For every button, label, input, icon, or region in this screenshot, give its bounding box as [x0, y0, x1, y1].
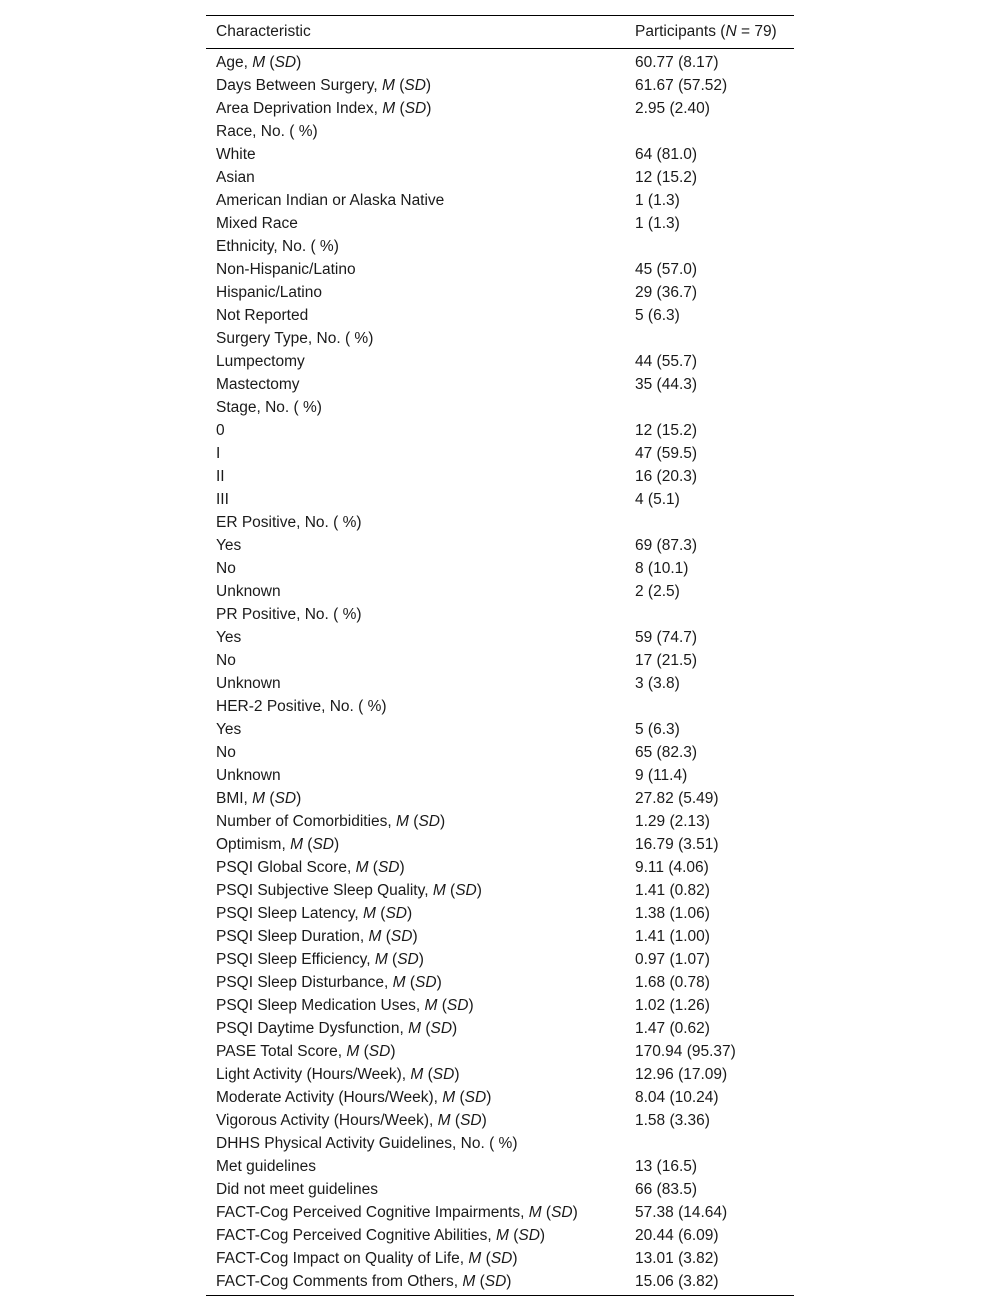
characteristic-cell: [206, 212, 625, 235]
stat-sd-symbol: SD: [274, 54, 297, 71]
table-row: [206, 166, 794, 189]
characteristic-label: ER Positive, No. ( %): [216, 514, 362, 531]
table-row: [206, 120, 794, 143]
header-participants-n: N: [725, 23, 737, 40]
table-row: [206, 626, 794, 649]
stat-sd-symbol: SD: [460, 1112, 482, 1129]
characteristic-cell: [206, 511, 625, 534]
table-row: [206, 442, 794, 465]
table-row: [206, 1270, 794, 1296]
table-row: [206, 833, 794, 856]
characteristic-cell: [206, 1132, 625, 1155]
stat-mean-symbol: M: [363, 905, 376, 922]
characteristic-cell: [206, 580, 625, 603]
table-row: [206, 948, 794, 971]
participants-value: 3 (3.8): [635, 675, 680, 692]
table-row: [206, 74, 794, 97]
stat-sd-symbol: SD: [430, 1020, 453, 1037]
participants-value: 65 (82.3): [635, 744, 698, 761]
table-row: [206, 856, 794, 879]
table-header: [206, 16, 794, 49]
table-row: [206, 1017, 794, 1040]
characteristic-label: Yes: [216, 721, 242, 738]
characteristic-label: No: [216, 744, 236, 761]
characteristic-cell: [206, 281, 625, 304]
participants-value: 1 (1.3): [635, 215, 680, 232]
stat-sd-symbol: SD: [404, 77, 426, 94]
characteristic-cell: [206, 695, 625, 718]
characteristic-cell: PSQI Global Score, M (SD): [216, 859, 405, 876]
table-row: [206, 1109, 794, 1132]
stat-sd-symbol: SD: [404, 100, 427, 117]
characteristic-cell: Light Activity (Hours/Week), M (SD): [216, 1066, 460, 1083]
characteristic-label: III: [216, 491, 229, 508]
table-row: [206, 1178, 794, 1201]
characteristic-label: Unknown: [216, 767, 281, 784]
characteristic-cell: [206, 741, 625, 764]
characteristic-cell: PSQI Sleep Efficiency, M (SD): [216, 951, 424, 968]
characteristic-label: PSQI Sleep Efficiency,: [216, 951, 375, 968]
characteristic-cell: [206, 258, 625, 281]
participants-value: 2 (2.5): [635, 583, 680, 600]
characteristic-label: FACT-Cog Impact on Quality of Life,: [216, 1250, 469, 1267]
characteristic-label: PSQI Daytime Dysfunction,: [216, 1020, 409, 1037]
characteristic-label: 0: [216, 422, 225, 439]
table-row: [206, 649, 794, 672]
characteristic-label: Asian: [216, 169, 255, 186]
table-row: [206, 511, 794, 534]
characteristic-label: Age,: [216, 54, 253, 71]
characteristic-label: Mixed Race: [216, 215, 298, 232]
characteristic-cell: FACT-Cog Perceived Cognitive Abilities, M (SD): [216, 1227, 546, 1244]
characteristic-cell: [206, 327, 625, 350]
participants-value: 16 (20.3): [635, 468, 698, 485]
stat-mean-symbol: M: [408, 1020, 422, 1037]
participants-value: 8.04 (10.24): [635, 1089, 719, 1106]
table-row: [206, 1063, 794, 1086]
characteristic-cell: FACT-Cog Impact on Quality of Life, M (SD): [216, 1250, 518, 1267]
participants-value: [625, 235, 794, 258]
characteristic-cell: PSQI Subjective Sleep Quality, M (SD): [216, 882, 482, 899]
header-characteristic: Characteristic: [206, 16, 625, 49]
stat-sd-symbol: SD: [484, 1273, 507, 1290]
participants-value: 66 (83.5): [635, 1181, 698, 1198]
table-row: [206, 212, 794, 235]
table-body: [206, 49, 794, 1296]
characteristic-label: No: [216, 652, 236, 669]
stat-sd-symbol: SD: [397, 951, 419, 968]
participants-value: 29 (36.7): [635, 284, 698, 301]
characteristic-cell: [206, 120, 625, 143]
characteristic-label: Optimism,: [216, 836, 291, 853]
participants-value: 47 (59.5): [635, 445, 698, 462]
table-row: [206, 879, 794, 902]
characteristic-cell: PSQI Sleep Latency, M (SD): [216, 905, 413, 922]
header-participants-prefix: Participants (: [635, 23, 726, 40]
participants-value: 1.38 (1.06): [635, 905, 710, 922]
characteristic-label: Yes: [216, 629, 242, 646]
table-row: [206, 258, 794, 281]
table-row: [206, 465, 794, 488]
stat-sd-symbol: SD: [377, 859, 400, 876]
characteristic-label: DHHS Physical Activity Guidelines, No. ( %): [216, 1135, 518, 1152]
characteristic-label: Did not meet guidelines: [216, 1181, 378, 1198]
table-row: [206, 189, 794, 212]
stat-mean-symbol: M: [290, 836, 303, 853]
participants-value: 9.11 (4.06): [635, 859, 709, 876]
participants-value: 57.38 (14.64): [635, 1204, 728, 1221]
participants-value: [625, 695, 794, 718]
stat-sd-symbol: SD: [368, 1043, 391, 1060]
table-row: [206, 1132, 794, 1155]
table-row: [206, 327, 794, 350]
characteristic-label: White: [216, 146, 256, 163]
characteristic-label: Vigorous Activity (Hours/Week),: [216, 1112, 438, 1129]
characteristics-table-container: [206, 15, 794, 1296]
stat-mean-symbol: M: [374, 951, 388, 968]
participants-value: 35 (44.3): [635, 376, 698, 393]
participants-value: 44 (55.7): [635, 353, 698, 370]
characteristic-label: PSQI Sleep Latency,: [216, 905, 364, 922]
characteristic-label: Unknown: [216, 675, 281, 692]
header-participants: [625, 16, 794, 49]
participants-value: 1.41 (0.82): [635, 882, 710, 899]
participants-value: 60.77 (8.17): [635, 54, 719, 71]
characteristic-cell: [206, 465, 625, 488]
characteristic-label: No: [216, 560, 236, 577]
characteristic-cell: [206, 143, 625, 166]
characteristic-cell: [206, 419, 625, 442]
participants-value: 1.58 (3.36): [635, 1112, 710, 1129]
stat-sd-symbol: SD: [464, 1089, 487, 1106]
participants-value: 17 (21.5): [635, 652, 698, 669]
table-row: [206, 373, 794, 396]
stat-sd-symbol: SD: [551, 1204, 573, 1221]
table-row: [206, 97, 794, 120]
characteristic-cell: Days Between Surgery, M (SD): [216, 77, 432, 94]
table-row: [206, 557, 794, 580]
characteristic-label: Stage, No. ( %): [216, 399, 322, 416]
table-row: [206, 1201, 794, 1224]
participants-value: 13.01 (3.82): [635, 1250, 719, 1267]
table-row: [206, 1247, 794, 1270]
participants-value: 2.95 (2.40): [635, 100, 710, 117]
table-row: [206, 396, 794, 419]
participants-value: 69 (87.3): [635, 537, 698, 554]
stat-mean-symbol: M: [410, 1066, 424, 1083]
characteristic-label: BMI,: [216, 790, 253, 807]
table-row: [206, 235, 794, 258]
characteristic-cell: [206, 626, 625, 649]
participants-value: 13 (16.5): [635, 1158, 698, 1175]
stat-sd-symbol: SD: [446, 997, 469, 1014]
participants-value: 59 (74.7): [635, 629, 698, 646]
characteristic-cell: [206, 350, 625, 373]
participants-value: 9 (11.4): [635, 767, 688, 784]
characteristic-cell: Age, M (SD): [216, 54, 302, 71]
characteristic-label: Unknown: [216, 583, 281, 600]
characteristic-label: Ethnicity, No. ( %): [216, 238, 339, 255]
characteristic-cell: [206, 1155, 625, 1178]
table-row: [206, 143, 794, 166]
stat-mean-symbol: M: [252, 790, 266, 807]
characteristic-label: FACT-Cog Perceived Cognitive Impairments,: [216, 1204, 529, 1221]
stat-sd-symbol: SD: [455, 882, 477, 899]
table-row: [206, 902, 794, 925]
characteristic-cell: [206, 1178, 625, 1201]
stat-mean-symbol: M: [468, 1250, 482, 1267]
participants-value: [625, 120, 794, 143]
characteristic-cell: PSQI Daytime Dysfunction, M (SD): [216, 1020, 458, 1037]
characteristic-cell: Optimism, M (SD): [216, 836, 340, 853]
characteristic-label: American Indian or Alaska Native: [216, 192, 445, 209]
stat-mean-symbol: M: [424, 997, 438, 1014]
stat-mean-symbol: M: [396, 813, 409, 830]
characteristic-cell: PSQI Sleep Disturbance, M (SD): [216, 974, 442, 991]
characteristic-cell: [206, 718, 625, 741]
participants-value: [625, 327, 794, 350]
characteristic-label: Area Deprivation Index,: [216, 100, 383, 117]
characteristic-cell: [206, 166, 625, 189]
header-row: [206, 16, 794, 49]
stat-sd-symbol: SD: [385, 905, 407, 922]
stat-sd-symbol: SD: [490, 1250, 513, 1267]
participants-value: 1.68 (0.78): [635, 974, 710, 991]
characteristic-cell: Area Deprivation Index, M (SD): [216, 100, 432, 117]
characteristic-label: PASE Total Score,: [216, 1043, 347, 1060]
characteristic-cell: [206, 189, 625, 212]
table-row: [206, 971, 794, 994]
characteristic-label: PSQI Sleep Disturbance,: [216, 974, 393, 991]
characteristic-cell: [206, 442, 625, 465]
table-row: [206, 580, 794, 603]
stat-mean-symbol: M: [528, 1204, 542, 1221]
characteristic-cell: [206, 649, 625, 672]
characteristic-cell: [206, 603, 625, 626]
characteristic-label: Days Between Surgery,: [216, 77, 382, 94]
characteristic-label: HER-2 Positive, No. ( %): [216, 698, 387, 715]
characteristic-label: FACT-Cog Perceived Cognitive Abilities,: [216, 1227, 496, 1244]
table-row: [206, 994, 794, 1017]
stat-mean-symbol: M: [392, 974, 406, 991]
participants-value: 64 (81.0): [635, 146, 698, 163]
participants-value: [625, 396, 794, 419]
participants-value: 45 (57.0): [635, 261, 698, 278]
stat-sd-symbol: SD: [432, 1066, 455, 1083]
table-row: [206, 695, 794, 718]
participants-value: 1.29 (2.13): [635, 813, 710, 830]
table-row: [206, 1086, 794, 1109]
characteristic-label: Moderate Activity (Hours/Week),: [216, 1089, 443, 1106]
stat-sd-symbol: SD: [312, 836, 334, 853]
table-row: [206, 419, 794, 442]
table-row: [206, 603, 794, 626]
characteristic-cell: BMI, M (SD): [216, 790, 302, 807]
characteristic-cell: PASE Total Score, M (SD): [216, 1043, 396, 1060]
characteristic-cell: [206, 557, 625, 580]
stat-mean-symbol: M: [495, 1227, 509, 1244]
table-row: [206, 488, 794, 511]
stat-mean-symbol: M: [368, 928, 382, 945]
characteristic-cell: FACT-Cog Perceived Cognitive Impairments, M (SD): [216, 1204, 578, 1221]
characteristic-label: Non-Hispanic/Latino: [216, 261, 356, 278]
participants-value: 16.79 (3.51): [635, 836, 719, 853]
characteristic-label: PSQI Sleep Medication Uses,: [216, 997, 425, 1014]
participants-value: 15.06 (3.82): [635, 1273, 719, 1290]
characteristic-cell: [206, 534, 625, 557]
table-row: [206, 741, 794, 764]
characteristic-label: Not Reported: [216, 307, 309, 324]
participants-value: [625, 603, 794, 626]
characteristic-label: Met guidelines: [216, 1158, 316, 1175]
participants-value: 0.97 (1.07): [635, 951, 710, 968]
stat-mean-symbol: M: [437, 1112, 451, 1129]
table-row: [206, 925, 794, 948]
characteristic-label: PR Positive, No. ( %): [216, 606, 362, 623]
table-row: [206, 304, 794, 327]
stat-mean-symbol: M: [252, 54, 266, 71]
table-row: [206, 534, 794, 557]
stat-sd-symbol: SD: [518, 1227, 540, 1244]
participants-value: 12 (15.2): [635, 422, 698, 439]
characteristic-label: Number of Comorbidities,: [216, 813, 397, 830]
characteristic-cell: Vigorous Activity (Hours/Week), M (SD): [216, 1112, 487, 1129]
characteristic-cell: PSQI Sleep Medication Uses, M (SD): [216, 997, 474, 1014]
table-row: [206, 49, 794, 75]
stat-mean-symbol: M: [442, 1089, 456, 1106]
characteristic-label: Lumpectomy: [216, 353, 305, 370]
characteristic-cell: FACT-Cog Comments from Others, M (SD): [216, 1273, 512, 1290]
characteristic-label: Surgery Type, No. ( %): [216, 330, 374, 347]
participants-value: 12 (15.2): [635, 169, 698, 186]
characteristic-cell: [206, 235, 625, 258]
participants-value: 1.02 (1.26): [635, 997, 710, 1014]
participants-value: 27.82 (5.49): [635, 790, 719, 807]
characteristic-cell: [206, 764, 625, 787]
characteristic-label: Mastectomy: [216, 376, 300, 393]
characteristic-label: PSQI Sleep Duration,: [216, 928, 369, 945]
header-participants-suffix: = 79): [736, 23, 777, 40]
characteristic-label: PSQI Subjective Sleep Quality,: [216, 882, 433, 899]
table-row: [206, 1224, 794, 1247]
table-row: [206, 1155, 794, 1178]
stat-sd-symbol: SD: [418, 813, 440, 830]
characteristic-cell: [206, 373, 625, 396]
stat-mean-symbol: M: [462, 1273, 476, 1290]
participants-value: 4 (5.1): [635, 491, 680, 508]
characteristic-cell: Moderate Activity (Hours/Week), M (SD): [216, 1089, 492, 1106]
characteristic-cell: [206, 488, 625, 511]
table-row: [206, 281, 794, 304]
characteristic-label: Yes: [216, 537, 242, 554]
participants-value: 170.94 (95.37): [635, 1043, 736, 1060]
stat-sd-symbol: SD: [274, 790, 297, 807]
stat-mean-symbol: M: [432, 882, 446, 899]
characteristic-label: II: [216, 468, 225, 485]
participants-value: 8 (10.1): [635, 560, 689, 577]
characteristic-cell: [206, 672, 625, 695]
participants-value: 61.67 (57.52): [635, 77, 728, 94]
characteristic-label: FACT-Cog Comments from Others,: [216, 1273, 463, 1290]
characteristics-table: [206, 15, 794, 1296]
table-row: [206, 1040, 794, 1063]
characteristic-label: Hispanic/Latino: [216, 284, 322, 301]
characteristic-cell: [206, 304, 625, 327]
stat-mean-symbol: M: [381, 77, 395, 94]
characteristic-label: I: [216, 445, 221, 462]
table-row: [206, 350, 794, 373]
stat-sd-symbol: SD: [390, 928, 413, 945]
stat-mean-symbol: M: [382, 100, 396, 117]
stat-mean-symbol: M: [346, 1043, 360, 1060]
characteristic-label: Light Activity (Hours/Week),: [216, 1066, 411, 1083]
characteristic-cell: PSQI Sleep Duration, M (SD): [216, 928, 418, 945]
characteristic-cell: Number of Comorbidities, M (SD): [216, 813, 446, 830]
characteristic-label: Race, No. ( %): [216, 123, 318, 140]
characteristic-label: PSQI Global Score,: [216, 859, 356, 876]
participants-value: 12.96 (17.09): [635, 1066, 728, 1083]
table-row: [206, 764, 794, 787]
participants-value: 1 (1.3): [635, 192, 680, 209]
participants-value: 5 (6.3): [635, 721, 680, 738]
table-row: [206, 787, 794, 810]
stat-sd-symbol: SD: [415, 974, 437, 991]
participants-value: [625, 511, 794, 534]
participants-value: 20.44 (6.09): [635, 1227, 719, 1244]
participants-value: 1.47 (0.62): [635, 1020, 710, 1037]
participants-value: [625, 1132, 794, 1155]
participants-value: 5 (6.3): [635, 307, 680, 324]
table-row: [206, 718, 794, 741]
characteristic-cell: [206, 396, 625, 419]
table-row: [206, 672, 794, 695]
stat-mean-symbol: M: [355, 859, 369, 876]
participants-value: 1.41 (1.00): [635, 928, 710, 945]
table-row: [206, 810, 794, 833]
